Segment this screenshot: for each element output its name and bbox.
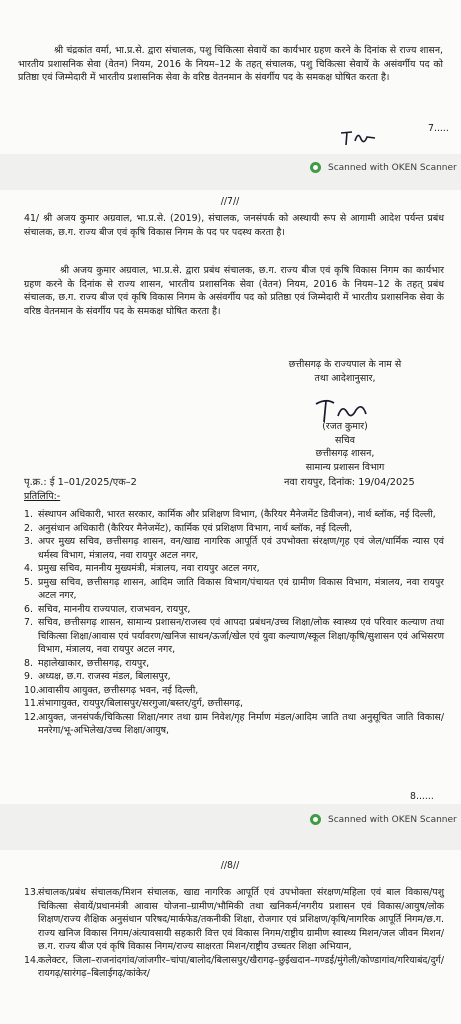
copy-list-item (24, 684, 444, 698)
copy-item-text: प्रमुख सचिव, माननीय मुख्यमंत्री, मंत्रालय, नवा रायपुर अटल नगर, (38, 563, 260, 574)
oken-logo-icon (310, 814, 321, 825)
copy-list (24, 886, 444, 981)
copy-list-item (24, 711, 444, 738)
scanner-watermark (310, 162, 457, 173)
page-number: //7// (220, 196, 240, 207)
copy-heading: प्रतिलिपि:- (24, 491, 61, 502)
endorsement-number: पृ.क्र.: ई 1–01/2025/एक–2 (24, 477, 137, 488)
governor-line-1: छत्तीसगढ़ के राज्यपाल के नाम से (288, 359, 402, 370)
order-41: 41/ श्री अजय कुमार अग्रवाल, भा.प्र.से. (2019), संचालक, जनसंपर्क को अस्थायी रूप से आगामी आदेश पर्यन्त प्रबंध संचालक, छ.ग. राज्य बीज एवं कृषि विकास निगम के पद पर पदस्थ करता है। (24, 213, 444, 238)
copy-item-text: सचिव, छत्तीसगढ़ शासन, सामान्य प्रशासन/राजस्व एवं आपदा प्रबंधन/उच्च शिक्षा/लोक स्वास्थ्य एवं परिवार कल्याण तथा चिकित्सा शिक्षा/आवास एवं पर्यावरण/खनिज साधन/ऊर्जा/खेल एवं युवा कल्याण/स्कूल शिक्षा/कृषि/सुशासन एवं अभिसरण विभाग, मंत्रालय, नवा रायपुर अटल नगर, (38, 617, 444, 655)
copy-list-item (24, 535, 444, 562)
governor-order-line (250, 358, 440, 385)
place-date: नवा रायपुर, दिनांक: 19/04/2025 (284, 477, 415, 488)
copy-list-item (24, 576, 444, 603)
copy-list-item (24, 670, 444, 684)
oken-logo-icon (310, 162, 321, 173)
copy-list (24, 508, 444, 738)
document-page-7 (0, 190, 461, 804)
copy-item-number: 4. (24, 563, 33, 574)
copy-item-number: 6. (24, 603, 33, 615)
signatory-dept-2: सामान्य प्रशासन विभाग (305, 461, 385, 473)
copy-item-text: सचिव, माननीय राज्यपाल, राजभवन, रायपुर, (38, 603, 191, 615)
copy-item-number: 2. (24, 522, 33, 534)
governor-line-2: तथा आदेशानुसार, (314, 372, 376, 384)
signatory-name: (रजत कुमार) (322, 421, 368, 432)
copy-item-text: कलेक्टर, जिला–राजनांदगांव/जांजगीर–चांपा/बालोद/बिलासपुर/खैरागढ़–छुईखदान–गण्डई/मुंगेली/कोण्डागांव/गरियाबंद/दुर्ग/रायगढ़/सारंगढ़–बिलाईगढ़/कांकेर/ (38, 954, 444, 979)
copy-list-item (24, 508, 444, 522)
copy-item-text: प्रमुख सचिव, छत्तीसगढ़ शासन, आदिम जाति विकास विभाग/पंचायत एवं ग्रामीण विकास विभाग, मंत्रालय, नवा रायपुर अटल नगर, (38, 576, 444, 601)
continued-marker: 8...... (410, 791, 434, 802)
copy-item-number: 1. (24, 509, 33, 520)
copy-item-number: 8. (24, 657, 33, 669)
copy-item-number: 9. (24, 671, 33, 682)
scanner-label: Scanned with OKEN Scanner (328, 162, 457, 173)
signature-initials (338, 127, 382, 149)
copy-item-text: अनुसंधान अधिकारी (कैरियर मैनेजमेंट), कार्मिक एवं प्रशिक्षण विभाग, नार्थ ब्लॉक, नई दिल्ली, (38, 522, 353, 534)
copy-item-number: 13. (24, 887, 39, 898)
copy-item-number: 5. (24, 576, 33, 588)
copy-item-number: 12. (24, 711, 39, 723)
page-gap (0, 804, 461, 850)
copy-list-item (24, 886, 444, 954)
copy-item-number: 14. (24, 954, 39, 966)
signatory-dept-1: छत्तीसगढ़ शासन, (315, 448, 375, 459)
copy-item-text: संस्थापन अधिकारी, भारत सरकार, कार्मिक और प्रशिक्षण विभाग, (कैरियर मैनेजमेंट डिवीजन), नार्थ ब्लॉक, नई दिल्ली, (38, 509, 436, 520)
copy-item-text: अपर मुख्य सचिव, छत्तीसगढ़ शासन, वन/खाद्य नागरिक आपूर्ति एवं उपभोक्ता संरक्षण/गृह एवं जेल/धार्मिक न्यास एवं धर्मस्व विभाग, मंत्रालय, नवा रायपुर अटल नगर, (38, 536, 444, 561)
copy-item-number: 10. (24, 684, 39, 696)
copy-item-text: संचालक/प्रबंध संचालक/मिशन संचालक, खाद्य नागरिक आपूर्ति एवं उपभोक्ता संरक्षण/महिला एवं बाल विकास/पशु चिकित्सा सेवायें/प्रधानमंत्री आवास योजना–ग्रामीण/भौमिकी तथा खनिकर्म/नगरीय प्रशासन एवं विकास/आयुष/लोक शिक्षण/राज्य शैक्षिक अनुसंधान परिषद/मार्कफेड/तकनीकी शिक्षा, रोजगार एवं प्रशिक्षण/कृषि/नागरिक आपूर्ति निगम/छ.ग. राज्य खनिज विकास निगम/अंत्यावसायी सहकारी वित्त एवं विकास निगम/राष्ट्रीय ग्रामीण स्वास्थ्य मिशन/जल जीवन मिशन/छ.ग. राज्य बीज एवं कृषि विकास निगम/राज्य साक्षरता मिशन/राष्ट्रीय उच्चतर शिक्षा अभियान, (38, 887, 444, 952)
copy-item-number: 7. (24, 617, 33, 628)
document-page-6 (0, 0, 461, 154)
copy-item-text: महालेखाकार, छत्तीसगढ़, रायपुर, (38, 657, 150, 669)
copy-list-item (24, 522, 444, 536)
copy-item-number: 11. (24, 698, 39, 709)
signatory-post: सचिव (335, 434, 355, 446)
copy-list-item (24, 954, 444, 981)
page-gap (0, 154, 461, 190)
document-page-8 (0, 850, 461, 1024)
copy-list-item (24, 603, 444, 617)
page-number: //8// (220, 860, 240, 871)
copy-list-item (24, 562, 444, 576)
signatory-block (280, 420, 410, 474)
copy-item-text: आयुक्त, जनसंपर्क/चिकित्सा शिक्षा/नगर तथा ग्राम निवेश/गृह निर्माण मंडल/आदिम जाति तथा अनुसूचित जाति विकास/मनरेगा/भू-अभिलेख/उच्च शिक्षा/आयुष, (38, 711, 444, 736)
copy-list-item (24, 657, 444, 671)
order-paragraph: श्री चंद्रकांत वर्मा, भा.प्र.से. द्वारा संचालक, पशु चिकित्सा सेवायें का कार्यभार ग्रहण करने के दिनांक से राज्य शासन, भारतीय प्रशासनिक सेवा (वेतन) नियम, 2016 के नियम–12 के तहत् संचालक, पशु चिकित्सा सेवायें के असंवर्गीय पद को प्रतिष्ठा एवं जिम्मेदारी में भारतीय प्रशासनिक सेवा के वरिष्ठ वेतनमान के संवर्गीय पद के समकक्ष घोषित करता है। (18, 45, 443, 84)
continued-marker: 7..... (428, 123, 449, 134)
scanner-watermark (310, 814, 457, 825)
copy-list-item (24, 616, 444, 657)
copy-item-text: आवासीय आयुक्त, छत्तीसगढ़ भवन, नई दिल्ली, (38, 684, 199, 696)
order-41-paragraph: श्री अजय कुमार अग्रवाल, भा.प्र.से. द्वारा प्रबंध संचालक, छ.ग. राज्य बीज एवं कृषि विकास निगम का कार्यभार ग्रहण करने के दिनांक से राज्य शासन, भारतीय प्रशासनिक सेवा (वेतन) नियम, 2016 के नियम–12 के तहत् प्रबंध संचालक, छ.ग. राज्य बीज एवं कृषि विकास निगम के असंवर्गीय पद को प्रतिष्ठा एवं जिम्मेदारी में भारतीय प्रशासनिक सेवा के वरिष्ठ वेतनमान के संवर्गीय पद के समकक्ष घोषित करता है। (24, 265, 444, 317)
copy-item-text: अध्यक्ष, छ.ग. राजस्व मंडल, बिलासपुर, (38, 671, 171, 682)
copy-item-number: 3. (24, 536, 33, 547)
copy-item-text: संभागायुक्त, रायपुर/बिलासपुर/सरगुजा/बस्तर/दुर्ग, छत्तीसगढ़, (38, 698, 243, 709)
copy-list-item (24, 697, 444, 711)
scanner-label: Scanned with OKEN Scanner (328, 814, 457, 825)
